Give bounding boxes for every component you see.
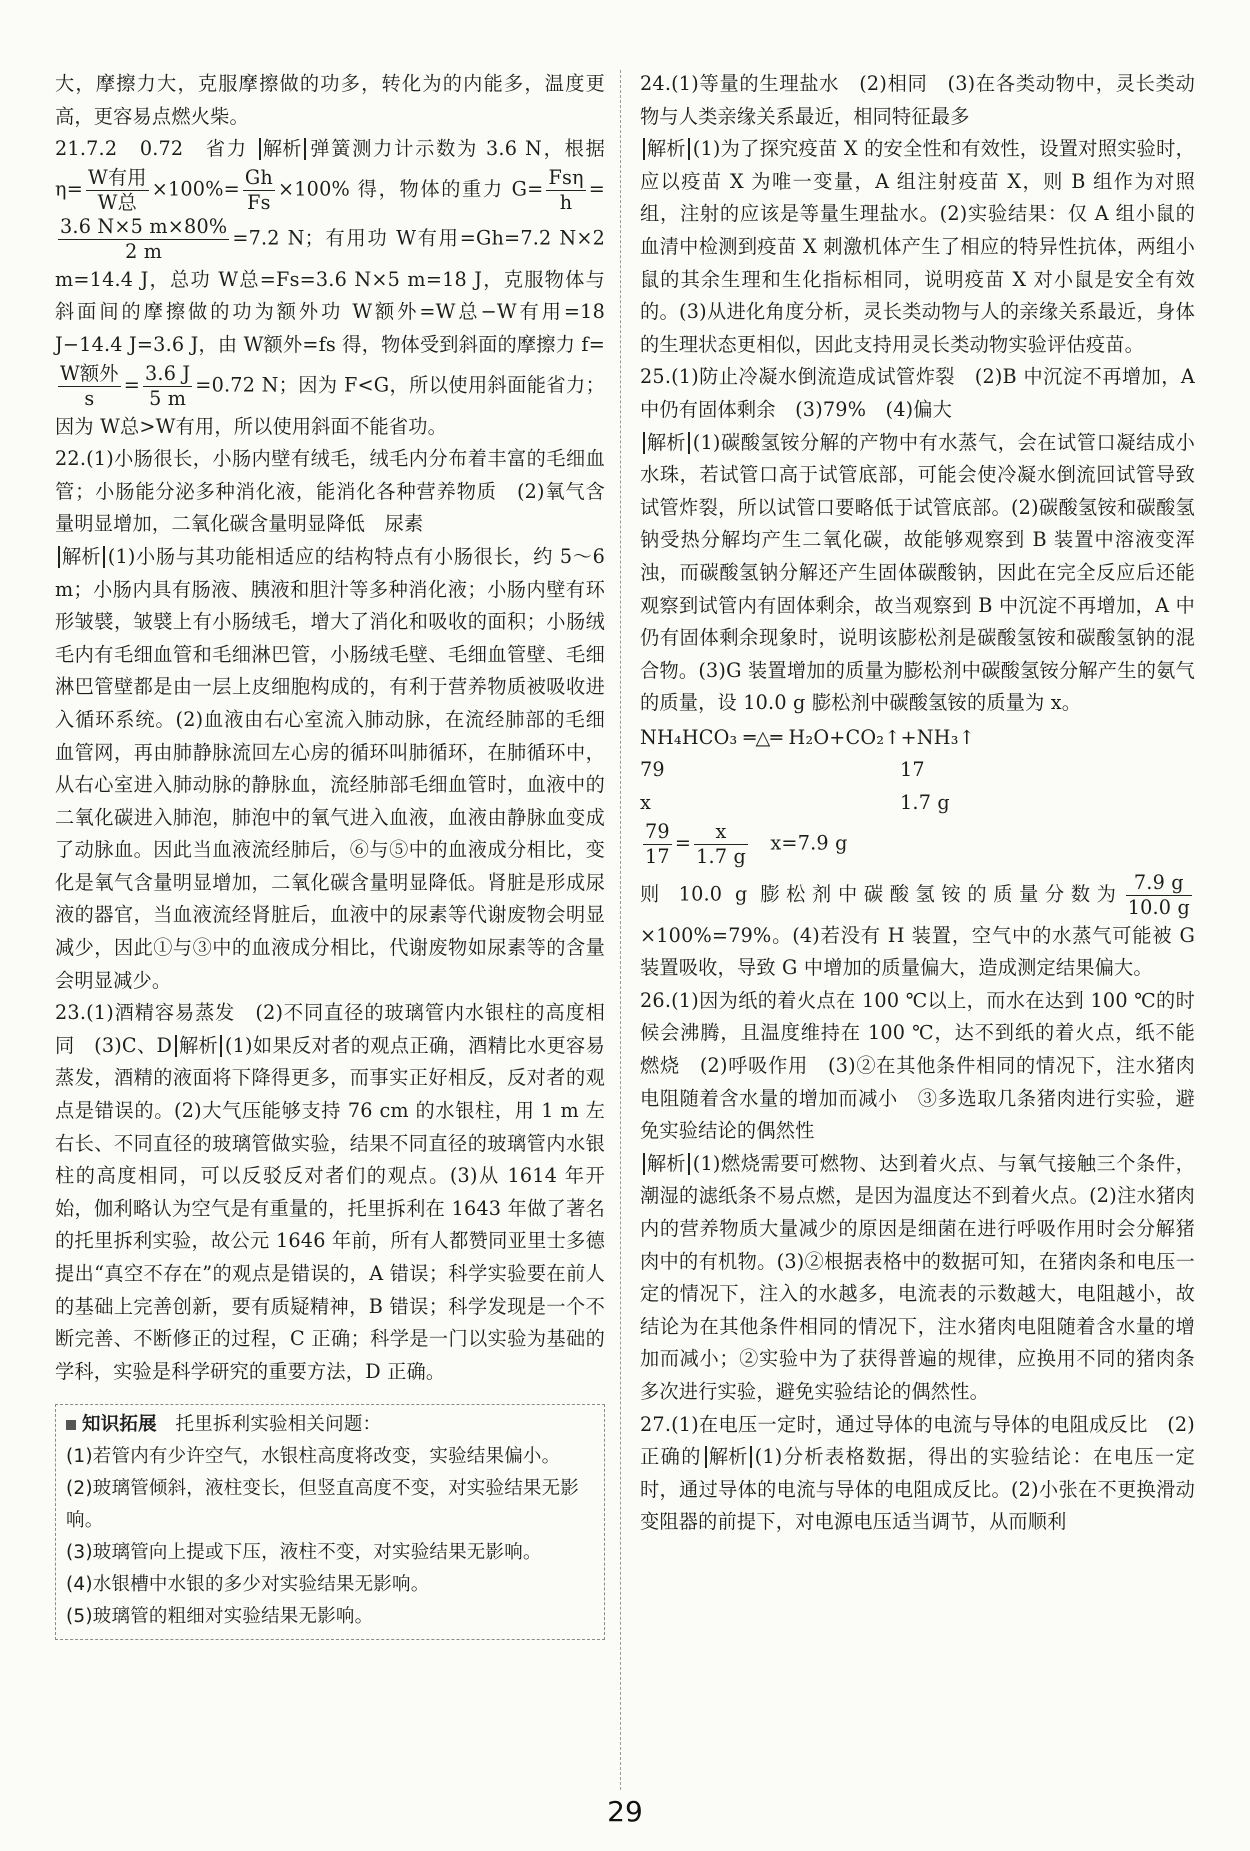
box-item: (4)水银槽中水银的多少对实验结果无影响。 [66,1574,430,1596]
answer-23: 23.(1)酒精容易蒸发 (2)不同直径的玻璃管内水银柱的高度相同 (3)C、D 解析 (1)如果反对者的观点正确，酒精比水更容易蒸发，酒精的液面将下降得更多，而事实正好相反，反对者的观点是错误的。(2)大气压能够支持 76 cm 的水银柱，用 1 m 左右长、不同直径的玻璃管做实验，结果不同直径的玻璃管内水银柱的高度相同，可以反驳反对者们的观点。(3)从 1614 年开始，伽利略认为空气是有重量的，托里拆利在 1643 年做了著名的托里拆利实验，故公元 1646 年前，所有人都赞同亚里士多德提出“真空不存在”的观点是错误的，A 错误；科学实验要在前人的基础上完善创新，要有质疑精神，B 错误；科学发现是一个不断完善、不断修正的过程，C 正确；科学是一门以实验为基础的学科，实验是科学研究的重要方法，D 正确。 [55,1001,605,1383]
paragraph-continuation: 大，摩擦力大，克服摩擦做的功多，转化为的内能多，温度更高，更容易点燃火柴。 [55,72,605,128]
analysis-tag: 解析 [643,432,690,454]
fraction: $\frac{3.6 N\times 5 m\times 80\%}{2 m}$ [60,214,228,263]
left-column [55,68,605,1640]
square-icon [66,1420,76,1430]
analysis-25-cont: 则 10.0 g 膨松剂中碳酸氢铵的质量分数为 $\frac{7.9 g}{10.0 g}$ ×100%=79%。(4)若没有 H 装置，空气中的水蒸气可能被 G 装置吸收，导致 G 中增加的质量偏大，造成测定结果偏大。 [640,870,1195,980]
answer-22: 22.(1)小肠很长，小肠内壁有绒毛，绒毛内分布着丰富的毛细血管；小肠能分泌多种消化液，能消化各种营养物质 (2)氧气含量明显增加，二氧化碳含量明显降低 尿素 [55,447,605,536]
fraction: $\frac{\text{Fsη}}{h}$ [548,165,584,214]
right-column [640,68,1195,1539]
answer-21-head: 21.7.2 0.72 省力 [55,137,248,161]
analysis-tag: 解析 [58,546,105,568]
chemical-equation: NH₄HCO₃ ═△═ H₂O+CO₂↑+NH₃↑ 79 17 x 1.7 g $\frac{79}{17}$ = $\frac{x}{1.7 g}$ x=7.9 g [640,722,1195,869]
analysis-22: 解析 (1)小肠与其功能相适应的结构特点有小肠很长，约 5～6 m；小肠内具有肠液、胰液和胆汁等多种消化液；小肠内壁有环形皱襞，皱襞上有小肠绒毛，增大了消化和吸收的面积；小肠绒毛内有毛细血管和毛细淋巴管，小肠绒毛壁、毛细血管壁、毛细淋巴管壁都是由一层上皮细胞构成的，有利于营养物质被吸收进入循环系统。(2)血液由右心室流入肺动脉，在流经肺部的毛细血管网，再由肺静脉流回左心房的循环叫肺循环，在肺循环中，从右心室进入肺动脉的静脉血，流经肺部毛细血管时，血液中的二氧化碳进入肺泡，肺泡中的氧气进入血液，血液由静脉血变成了动脉血。因此当血液流经肺后，⑥与⑤中的血液成分相比，变化是氧气含量明显增加，二氧化碳含量明显降低。肾脏是形成尿液的器官，当血液流经肾脏后，血液中的尿素等代谢废物会明显减少，因此①与③中的血液成分相比，代谢废物如尿素等的含量会明显减少。 [55,544,605,992]
box-item: (5)玻璃管的粗细对实验结果无影响。 [66,1606,374,1628]
fraction: $\frac{\text{W额外}}{s}$ [60,361,119,410]
answer-24: 24.(1)等量的生理盐水 (2)相同 (3)在各类动物中，灵长类动物与人类亲缘关系最近，相同特征最多 [640,72,1195,128]
fraction: $\frac{7.9 g}{10.0 g}$ [1127,870,1190,919]
page-number: 29 [607,1795,643,1828]
analysis-24: 解析 (1)为了探究疫苗 X 的安全性和有效性，设置对照实验时，应以疫苗 X 为唯一变量，A 组注射疫苗 X，则 B 组作为对照组，注射的应该是等量生理盐水。(2)实验结果：仅 A 组小鼠的血清中检测到疫苗 X 刺激机体产生了相应的特异性抗体，两组小鼠的其余生理和生化指标相同，说明疫苗 X 对小鼠是安全有效的。(3)从进化角度分析，灵长类动物与人的亲缘关系最近，身体的生理状态更相似，因此支持用灵长类动物实验评估疫苗。 [640,137,1195,356]
equation-line: NH₄HCO₃ ═△═ H₂O+CO₂↑+NH₃↑ [640,725,975,749]
knowledge-extension-box [55,1404,605,1640]
column-divider [620,70,621,1790]
analysis-26: 解析 (1)燃烧需要可燃物、达到着火点、与氧气接触三个条件，潮湿的滤纸条不易点燃，是因为温度达不到着火点。(2)注水猪肉内的营养物质大量减少的原因是细菌在进行呼吸作用时会分解猪肉中的有机物。(3)②根据表格中的数据可知，在猪肉条和电压一定的情况下，注入的水越多，电流表的示数越大，电阻越小，故结论为在其他条件相同的情况下，注水猪肉电阻随着含水量的增加而减小；②实验中为了获得普遍的规律，应换用不同的猪肉条多次进行实验，避免实验结论的偶然性。 [640,1151,1195,1403]
analysis-tag: 解析 [259,138,306,160]
box-subtitle: 托里拆利实验相关问题： [175,1414,382,1436]
analysis-tag: 解析 [175,1035,222,1057]
fraction: $\frac{79}{17}$ [645,819,670,868]
analysis-tag: 解析 [643,1153,690,1175]
analysis-tag: 解析 [643,138,690,160]
fraction: $\frac{x}{1.7 g}$ [696,819,747,868]
answer-25: 25.(1)防止冷凝水倒流造成试管炸裂 (2)B 中沉淀不再增加，A 中仍有固体剩余 (3)79% (4)偏大 [640,365,1195,421]
fraction: $\frac{3.6 J}{5 m}$ [144,361,191,410]
box-item: (3)玻璃管向上提或下压，液柱不变，对实验结果无影响。 [66,1542,542,1564]
answer-21: 21.7.2 0.72 省力 解析 弹簧测力计示数为 3.6 N，根据 η= $\frac{\text{W有用}}{\text{W总}}$ ×100%= $\frac{Gh}{Fs}$ ×100% 得，物体的重力 G= $\frac{\text{Fsη}}{h}$ = $\frac{3.6 N\times 5 m\times 80\%}{2 m}$ =7.2 N；有用功 W有用=Gh=7.2 N×2 m=14.4 J，总功 W总=Fs=3.6 N×5 m=18 J，克服物体与斜面间的摩擦做的功为额外功 W额外=W总−W有用=18 J−14.4 J=3.6 J，由 W额外=fs 得，物体受到斜面的摩擦力 f= $\frac{\text{W额外}}{s}$ = $\frac{3.6 J}{5 m}$ =0.72 N；因为 F<G，所以使用斜面能省力；因为 W总>W有用，所以使用斜面不能省功。 [55,137,605,438]
box-title: 知识拓展 [82,1414,157,1436]
fraction: $\frac{Gh}{Fs}$ [244,165,273,214]
fraction: $\frac{\text{W有用}}{\text{W总}}$ [87,165,147,214]
answer-26: 26.(1)因为纸的着火点在 100 ℃以上，而水在达到 100 ℃的时候会沸腾，且温度维持在 100 ℃，达不到纸的着火点，纸不能燃烧 (2)呼吸作用 (3)②在其他条件相同的情况下，注水猪肉电阻随着含水量的增加而减小 ③多选取几条猪肉进行实验，避免实验结论的偶然性 [640,988,1195,1143]
box-item: (2)玻璃管倾斜，液柱变长，但竖直高度不变，对实验结果无影响。 [66,1478,580,1532]
analysis-tag: 解析 [705,1446,752,1468]
ratio-line: $\frac{79}{17}$ = $\frac{x}{1.7 g}$ x=7.9 g [645,819,848,868]
analysis-25: 解析 (1)碳酸氢铵分解的产物中有水蒸气，会在试管口凝结成小水珠，若试管口高于试管底部，可能会使冷凝水倒流回试管导致试管炸裂，所以试管口要略低于试管底部。(2)碳酸氢铵和碳酸氢钠受热分解均产生二氧化碳，故能够观察到 B 装置中溶液变浑浊，而碳酸氢钠分解还产生固体碳酸钠，因此在完全反应后还能观察到试管内有固体剩余，故当观察到 B 中沉淀不再增加，A 中仍有固体剩余现象时，说明该膨松剂是碳酸氢铵和碳酸氢钠的混合物。(3)G 装置增加的质量为膨松剂中碳酸氢铵分解产生的氨气的质量，设 10.0 g 膨松剂中碳酸氢铵的质量为 x。 [640,430,1195,715]
answer-27: 27.(1)在电压一定时，通过导体的电流与导体的电阻成反比 (2)正确的 解析 (1)分析表格数据，得出的实验结论：在电压一定时，通过导体的电流与导体的电阻成反比。(2)小张在不更换滑动变阻器的前提下，对电源电压适当调节，从而顺利 [640,1412,1195,1534]
box-item: (1)若管内有少许空气，水银柱高度将改变，实验结果偏小。 [66,1446,561,1468]
